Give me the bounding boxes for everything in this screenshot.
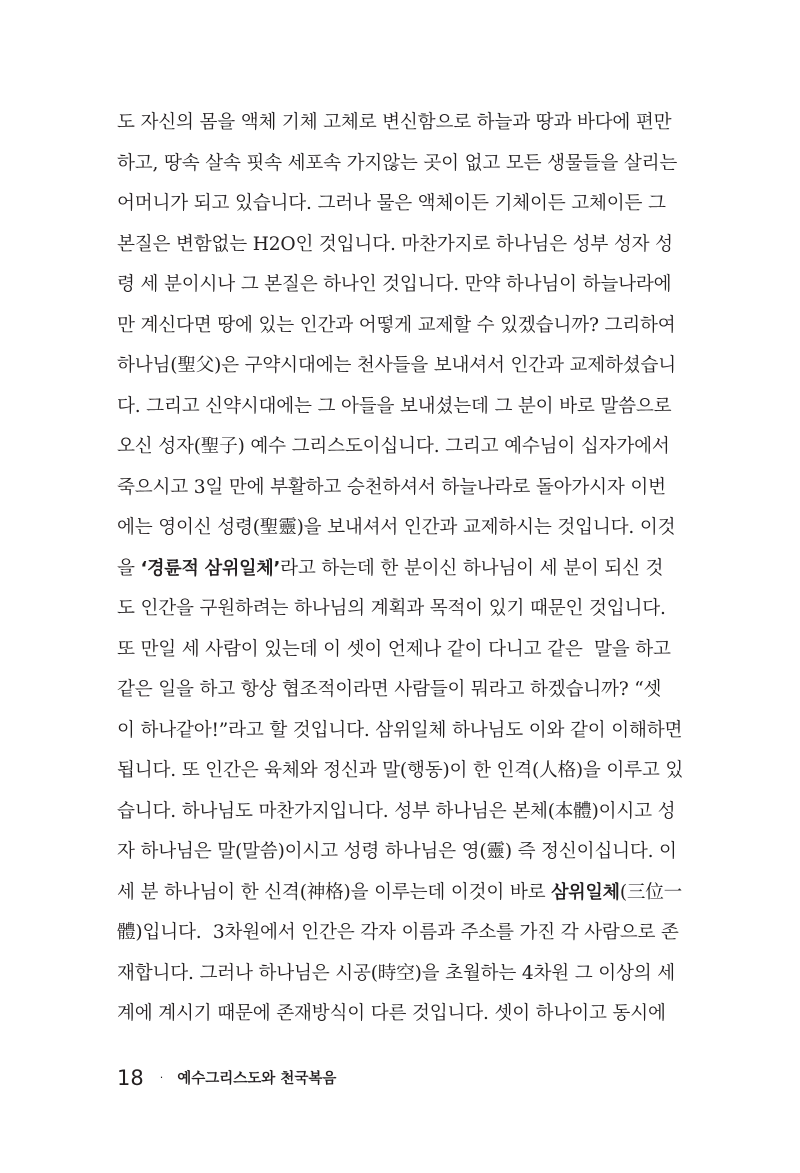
text-line: 령 세 분이시나 그 본질은 하나인 것입니다. 만약 하나님이 하늘나라에 [117, 274, 672, 295]
text-line: 죽으시고 3일 만에 부활하고 승천하셔서 하늘나라로 돌아가시자 이번 [117, 476, 666, 498]
text-line: 이 하나같아!”라고 할 것입니다. 삼위일체 하나님도 이와 같이 이해하면 [117, 719, 683, 741]
text-line: 오신 성자(聖子) 예수 그리스도이십니다. 그리고 예수님이 십자가에서 [117, 436, 670, 457]
text-line: 하고, 땅속 살속 핏속 세포속 가지않는 곳이 없고 모든 생물들을 살리는 [117, 152, 678, 174]
text-line: 계에 계시기 때문에 존재방식이 다른 것입니다. 셋이 하나이고 동시에 [117, 1003, 666, 1024]
page-number: 18 [117, 1066, 144, 1090]
body-text [117, 103, 685, 1035]
text-line: 만 계신다면 땅에 있는 인간과 어떻게 교제할 수 있겠습니까? 그리하여 [117, 314, 676, 336]
book-title: 예수그리스도와 천국복음 [177, 1071, 337, 1087]
text-line: 세 분 하나님이 한 신격(神格)을 이루는데 이것이 바로 삼위일체(三位一 [117, 881, 683, 903]
text-line: 됩니다. 또 인간은 육체와 정신과 말(행동)이 한 인격(人格)을 이루고 있 [117, 760, 684, 781]
text-line: 도 인간을 구원하려는 하나님의 계획과 목적이 있기 때문인 것입니다. [117, 598, 666, 619]
bold-term: ‘경륜적 삼위일체’ [140, 557, 281, 579]
text-line: 도 자신의 몸을 액체 기체 고체로 변신함으로 하늘과 땅과 바다에 편만 [117, 112, 672, 133]
text-line: 또 만일 세 사람이 있는데 이 셋이 언제나 같이 다니고 같은 말을 하고 [117, 638, 671, 660]
text-line: 어머니가 되고 있습니다. 그러나 물은 액체이든 기체이든 고체이든 그 [117, 193, 666, 214]
text-line: 하나님(聖父)은 구약시대에는 천사들을 보내셔서 인간과 교제하셨습니 [117, 355, 677, 376]
text-line: 같은 일을 하고 항상 협조적이라면 사람들이 뭐라고 하겠습니까? “셋 [117, 679, 662, 700]
bold-term: 삼위일체 [551, 881, 620, 903]
text-line: 體)입니다. 3차원에서 인간은 각자 이름과 주소를 가진 각 사람으로 존 [117, 922, 679, 943]
text-line: 본질은 변함없는 H2O인 것입니다. 마찬가지로 하나님은 성부 성자 성 [117, 233, 673, 255]
text-line: 습니다. 하나님도 마찬가지입니다. 성부 하나님은 본체(本體)이시고 성 [117, 800, 676, 822]
text-line: 다. 그리고 신약시대에는 그 아들을 보내셨는데 그 분이 바로 말씀으로 [117, 395, 672, 417]
text-line: 재합니다. 그러나 하나님은 시공(時空)을 초월하는 4차원 그 이상의 세 [117, 962, 675, 984]
text-line: 자 하나님은 말(말씀)이시고 성령 하나님은 영(靈) 즉 정신이십니다. 이 [117, 841, 677, 862]
text-line: 을 ‘경륜적 삼위일체’라고 하는데 한 분이신 하나님이 세 분이 되신 것 [117, 557, 664, 579]
text-line: 에는 영이신 성령(聖靈)을 보내셔서 인간과 교제하시는 것입니다. 이것 [117, 517, 676, 538]
footer-separator: · [159, 1071, 164, 1084]
page-footer [117, 1066, 336, 1090]
